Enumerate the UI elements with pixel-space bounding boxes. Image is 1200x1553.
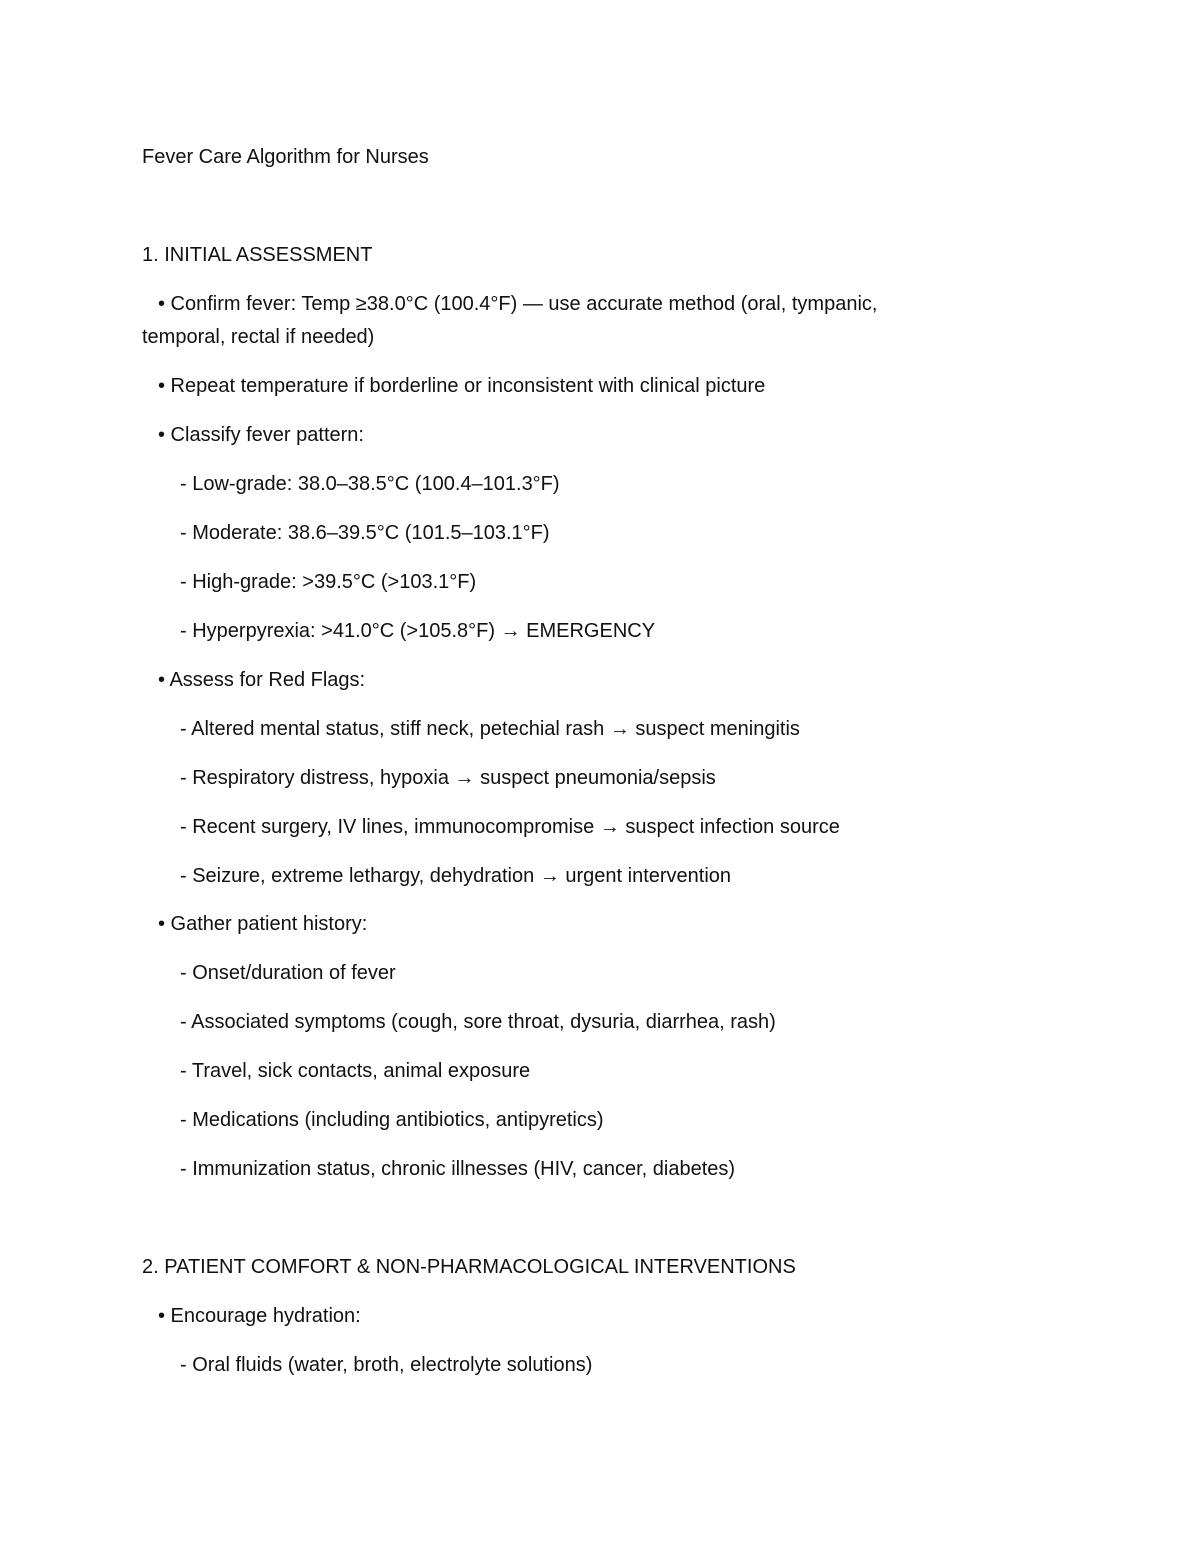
bullet-red-flags: • Assess for Red Flags:	[158, 669, 366, 691]
sub-item-medications: - Medications (including antibiotics, antipyretics)	[180, 1109, 604, 1131]
bullet-confirm-fever-continued: temporal, rectal if needed)	[142, 326, 375, 348]
sub-item-infection-source: - Recent surgery, IV lines, immunocompromise → suspect infection source	[180, 816, 840, 838]
sub-item-moderate: - Moderate: 38.6–39.5°C (101.5–103.1°F)	[180, 522, 550, 544]
bullet-classify-fever: • Classify fever pattern:	[158, 424, 364, 446]
sub-item-travel-exposure: - Travel, sick contacts, animal exposure	[180, 1060, 531, 1082]
bullet-encourage-hydration: • Encourage hydration:	[158, 1305, 361, 1327]
sub-item-immunization: - Immunization status, chronic illnesses (HIV, cancer, diabetes)	[180, 1158, 736, 1180]
sub-item-high-grade: - High-grade: >39.5°C (>103.1°F)	[180, 571, 477, 593]
sub-item-hyperpyrexia: - Hyperpyrexia: >41.0°C (>105.8°F) → EMERGENCY	[180, 620, 656, 642]
sub-item-oral-fluids: - Oral fluids (water, broth, electrolyte solutions)	[180, 1354, 593, 1376]
sub-item-low-grade: - Low-grade: 38.0–38.5°C (100.4–101.3°F)	[180, 473, 560, 495]
sub-item-associated-symptoms: - Associated symptoms (cough, sore throat, dysuria, diarrhea, rash)	[180, 1011, 776, 1033]
sub-item-onset-duration: - Onset/duration of fever	[180, 962, 396, 984]
bullet-confirm-fever: • Confirm fever: Temp ≥38.0°C (100.4°F) — use accurate method (oral, tympanic,	[158, 293, 878, 315]
bullet-repeat-temperature: • Repeat temperature if borderline or inconsistent with clinical picture	[158, 375, 766, 397]
sub-item-urgent-intervention: - Seizure, extreme lethargy, dehydration → urgent intervention	[180, 865, 732, 887]
sub-item-meningitis: - Altered mental status, stiff neck, petechial rash → suspect meningitis	[180, 718, 800, 740]
section-heading-patient-comfort: 2. PATIENT COMFORT & NON-PHARMACOLOGICAL INTERVENTIONS	[142, 1256, 796, 1278]
bullet-patient-history: • Gather patient history:	[158, 913, 368, 935]
section-heading-initial-assessment: 1. INITIAL ASSESSMENT	[142, 244, 373, 266]
document-title: Fever Care Algorithm for Nurses	[142, 146, 429, 168]
sub-item-pneumonia-sepsis: - Respiratory distress, hypoxia → suspect pneumonia/sepsis	[180, 767, 716, 789]
